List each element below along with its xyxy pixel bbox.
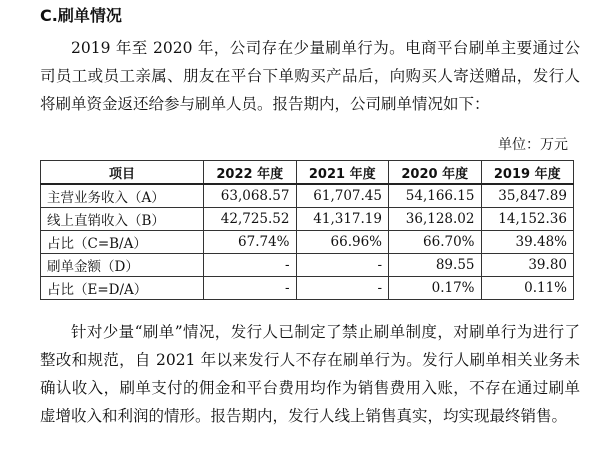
table-header-row [41, 161, 574, 185]
unit-label: 单位：万元 [498, 137, 568, 153]
conclusion-paragraph: 针对少量“刷单”情况，发行人已制定了禁止刷单制度，对刷单行为进行了整改和规范，自 2021 年以来发行人不存在刷单行为。发行人刷单相关业务未确认收入，刷单支付的佣金和平台费用均作为销售费用入账，不存在通过刷单虚增收入和利润的情形。报告期内，发行人线上销售真实，均实现最终销售。 [40, 323, 580, 425]
cell-value: 63,068.57 [204, 184, 297, 208]
cell-value: 89.55 [389, 254, 482, 277]
cell-value: 61,707.45 [296, 184, 389, 208]
cell-value: 14,152.36 [481, 208, 574, 231]
table-row [41, 208, 574, 231]
table-row [41, 277, 574, 300]
section-title: C.刷单情况 [40, 6, 122, 25]
header-2022: 2022 年度 [204, 161, 297, 185]
order-brushing-table [40, 160, 574, 300]
cell-value: 66.96% [296, 231, 389, 254]
cell-value: - [296, 254, 389, 277]
header-2021: 2021 年度 [296, 161, 389, 185]
header-2019: 2019 年度 [481, 161, 574, 185]
cell-value: 36,128.02 [389, 208, 482, 231]
table-row [41, 254, 574, 277]
cell-value: 35,847.89 [481, 184, 574, 208]
cell-value: 41,317.19 [296, 208, 389, 231]
cell-value: - [204, 277, 297, 300]
cell-value: 67.74% [204, 231, 297, 254]
cell-value: 42,725.52 [204, 208, 297, 231]
row-label: 占比（E=D/A） [41, 277, 204, 300]
cell-value: 39.80 [481, 254, 574, 277]
table-row [41, 231, 574, 254]
cell-value: 66.70% [389, 231, 482, 254]
header-2020: 2020 年度 [389, 161, 482, 185]
cell-value: 0.11% [481, 277, 574, 300]
row-label: 主营业务收入（A） [41, 184, 204, 208]
row-label: 占比（C=B/A） [41, 231, 204, 254]
header-item: 项目 [41, 161, 204, 185]
row-label: 刷单金额（D） [41, 254, 204, 277]
cell-value: 0.17% [389, 277, 482, 300]
cell-value: 54,166.15 [389, 184, 482, 208]
row-label: 线上直销收入（B） [41, 208, 204, 231]
cell-value: - [204, 254, 297, 277]
cell-value: - [296, 277, 389, 300]
cell-value: 39.48% [481, 231, 574, 254]
intro-paragraph: 2019 年至 2020 年，公司存在少量刷单行为。电商平台刷单主要通过公司员工或员工亲属、朋友在平台下单购买产品后，向购买人寄送赠品，发行人将刷单资金返还给参与刷单人员。报告期内，公司刷单情况如下： [40, 39, 580, 113]
table-row [41, 184, 574, 208]
